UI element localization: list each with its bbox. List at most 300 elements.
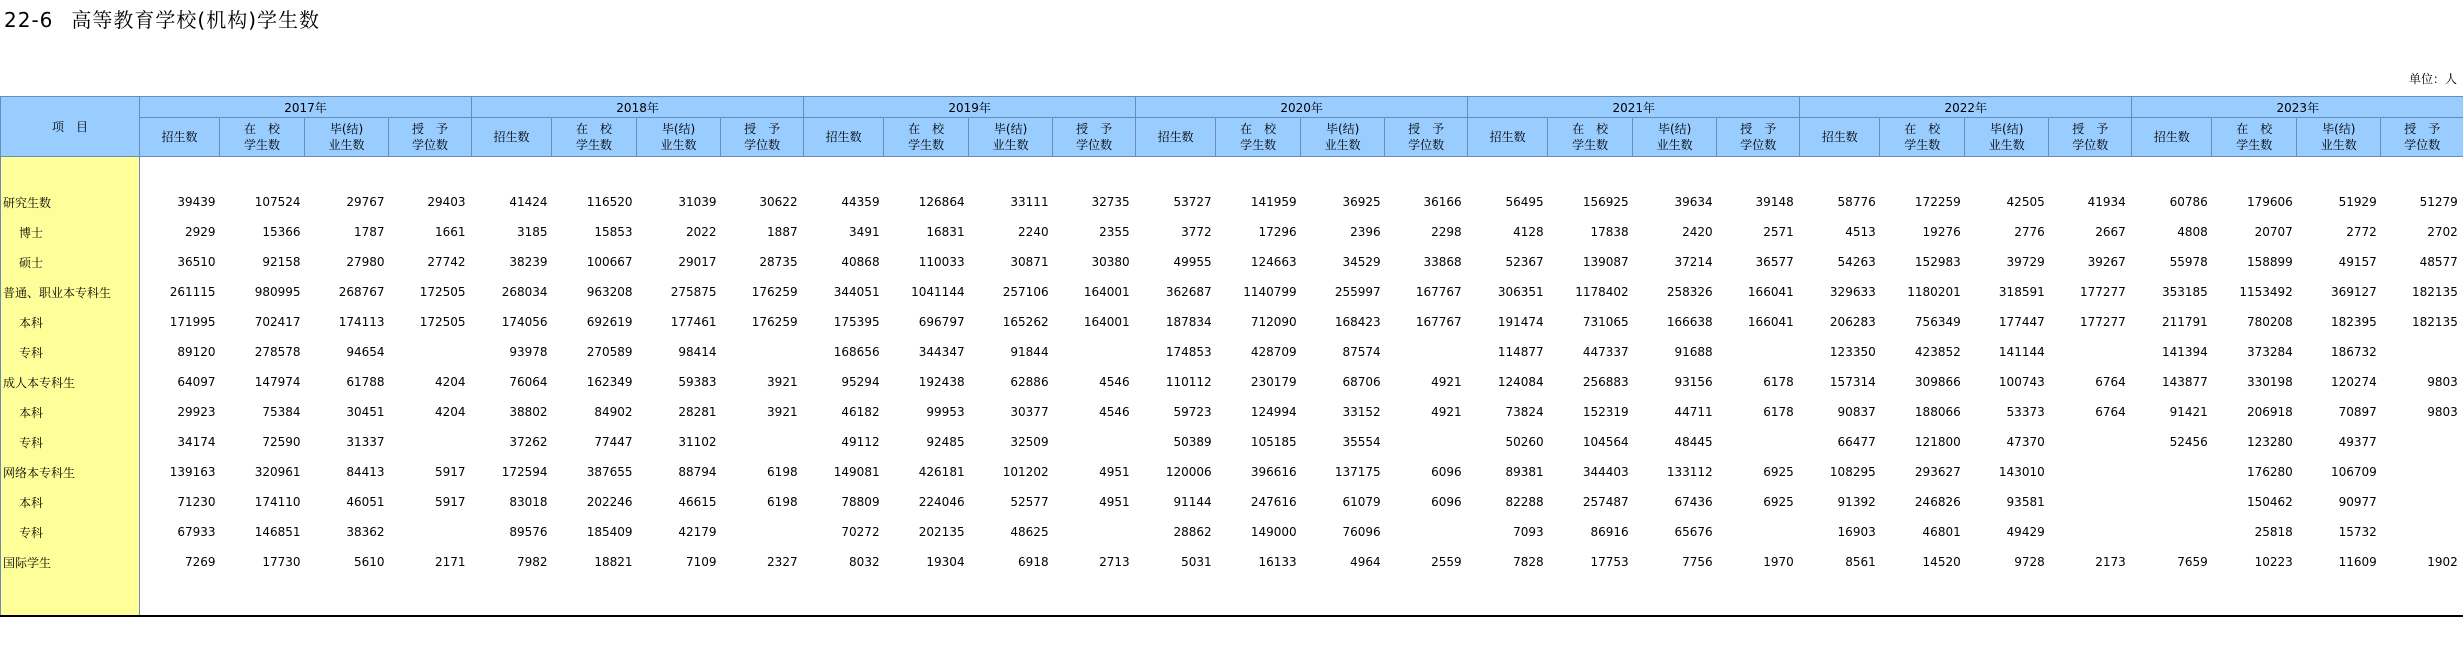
value-cell: 110033 [918, 255, 965, 269]
table-row [1, 247, 2463, 277]
subcolumn-header [2132, 118, 2212, 157]
value-cell: 28735 [759, 255, 798, 269]
value-cell [721, 427, 804, 457]
value-cell: 6198 [767, 495, 798, 509]
empty-cell [305, 577, 389, 616]
table-row [1, 427, 2463, 457]
value-cell: 95294 [841, 375, 880, 389]
value-cell: 4808 [2177, 225, 2208, 239]
subcolumn-header-line: 毕(结) [1990, 122, 2024, 136]
value-cell: 121800 [1914, 435, 1961, 449]
empty-cell [389, 157, 472, 188]
value-cell: 4546 [1099, 405, 1130, 419]
value-cell: 2022 [686, 225, 717, 239]
value-cell: 152319 [1582, 405, 1629, 419]
value-cell: 692619 [586, 315, 633, 329]
value-cell: 2772 [2346, 225, 2377, 239]
value-cell [389, 517, 472, 547]
empty-cell [804, 157, 884, 188]
subcolumn-header [969, 118, 1053, 157]
subcolumn-header-line: 学生数 [1240, 138, 1277, 152]
subcolumn-header [804, 118, 884, 157]
empty-cell [1548, 157, 1633, 188]
value-cell: 30451 [346, 405, 385, 419]
value-cell: 1180201 [1907, 285, 1961, 299]
row-label: 本科 [1, 487, 140, 517]
value-cell: 124084 [1497, 375, 1544, 389]
value-cell: 36577 [1755, 255, 1794, 269]
value-cell: 70272 [841, 525, 880, 539]
value-cell: 14520 [1922, 555, 1961, 569]
value-cell: 59723 [1173, 405, 1212, 419]
value-cell: 318591 [1998, 285, 2045, 299]
row-label: 专科 [1, 427, 140, 457]
value-cell [2381, 457, 2463, 487]
value-cell: 17296 [1258, 225, 1297, 239]
value-cell: 176280 [2246, 465, 2293, 479]
value-cell [1053, 337, 1136, 367]
value-cell: 157314 [1829, 375, 1876, 389]
value-cell: 123350 [1829, 345, 1876, 359]
value-cell: 15732 [2338, 525, 2377, 539]
empty-cell [2212, 577, 2297, 616]
value-cell: 268034 [501, 285, 548, 299]
value-cell: 268767 [338, 285, 385, 299]
empty-cell [2132, 157, 2212, 188]
subcolumn-header-line: 毕(结) [1658, 122, 1692, 136]
value-cell: 46801 [1922, 525, 1961, 539]
value-cell: 2929 [184, 225, 216, 239]
year-header: 2017年 [140, 97, 472, 118]
subcolumn-header [1717, 118, 1800, 157]
value-cell: 41934 [2087, 195, 2126, 209]
value-cell: 2327 [767, 555, 798, 569]
subcolumn-header-line: 毕(结) [329, 122, 364, 136]
unit-label: 单位：人 [2408, 72, 2457, 86]
value-cell: 99953 [926, 405, 965, 419]
value-cell: 330198 [2246, 375, 2293, 389]
subcolumn-header-line: 学位数 [1740, 138, 1777, 152]
value-cell: 387655 [586, 465, 633, 479]
empty-cell [884, 157, 969, 188]
value-cell: 48577 [2419, 255, 2458, 269]
value-cell: 2667 [2095, 225, 2126, 239]
value-cell: 54263 [1837, 255, 1876, 269]
value-cell: 143010 [1998, 465, 2045, 479]
value-cell: 94654 [346, 345, 385, 359]
value-cell: 1041144 [911, 285, 965, 299]
value-cell: 104564 [1582, 435, 1629, 449]
empty-cell [721, 577, 804, 616]
value-cell [1385, 427, 1468, 457]
subcolumn-header-line: 学位数 [1076, 138, 1113, 152]
value-cell [1717, 427, 1800, 457]
empty-cell [140, 157, 220, 188]
value-cell: 152983 [1914, 255, 1961, 269]
subcolumn-header [1965, 118, 2049, 157]
subcolumn-header [220, 118, 305, 157]
value-cell: 143877 [2161, 375, 2208, 389]
subcolumn-header-line: 学生数 [243, 138, 280, 152]
value-cell: 100667 [586, 255, 633, 269]
value-cell: 92485 [926, 435, 965, 449]
value-cell: 174113 [338, 315, 385, 329]
value-cell: 37262 [509, 435, 548, 449]
value-cell: 185409 [586, 525, 633, 539]
value-cell: 67933 [177, 525, 216, 539]
subcolumn-header-line: 在 校 [2236, 122, 2273, 136]
value-cell: 191474 [1497, 315, 1544, 329]
value-cell: 177461 [670, 315, 717, 329]
value-cell: 174110 [254, 495, 301, 509]
value-cell: 168423 [1334, 315, 1381, 329]
value-cell: 139087 [1582, 255, 1629, 269]
value-cell: 76096 [1342, 525, 1381, 539]
subcolumn-header-line: 业生数 [1324, 138, 1361, 152]
value-cell [1053, 517, 1136, 547]
value-cell [2049, 457, 2132, 487]
value-cell: 447337 [1582, 345, 1629, 359]
value-cell: 89120 [177, 345, 216, 359]
empty-cell [1053, 577, 1136, 616]
value-cell: 141394 [2161, 345, 2208, 359]
value-cell [2049, 487, 2132, 517]
value-cell [1717, 517, 1800, 547]
table-row [1, 187, 2463, 217]
value-cell: 174853 [1165, 345, 1212, 359]
value-cell: 58776 [1837, 195, 1876, 209]
value-cell: 38362 [346, 525, 385, 539]
empty-cell [1385, 577, 1468, 616]
value-cell: 52577 [1010, 495, 1049, 509]
value-cell: 48445 [1674, 435, 1713, 449]
value-cell: 78809 [841, 495, 880, 509]
value-cell: 48625 [1010, 525, 1049, 539]
value-cell: 61788 [346, 375, 385, 389]
value-cell: 90977 [2338, 495, 2377, 509]
value-cell: 91144 [1173, 495, 1212, 509]
empty-cell [305, 157, 389, 188]
table-row [1, 517, 2463, 547]
subcolumn-header-line: 招生数 [825, 130, 862, 144]
value-cell: 124994 [1250, 405, 1297, 419]
value-cell [1717, 337, 1800, 367]
subcolumn-header-line: 授 予 [412, 122, 449, 136]
value-cell: 4951 [1099, 495, 1130, 509]
subcolumn-header-line: 学位数 [1408, 138, 1445, 152]
subcolumn-header-line: 授 予 [1076, 122, 1113, 136]
value-cell: 171995 [169, 315, 216, 329]
value-cell: 77447 [594, 435, 633, 449]
value-cell: 19304 [926, 555, 965, 569]
value-cell: 166041 [1747, 285, 1794, 299]
value-cell: 8561 [1845, 555, 1876, 569]
empty-cell [2049, 577, 2132, 616]
value-cell: 139163 [169, 465, 216, 479]
value-cell: 46615 [678, 495, 717, 509]
value-cell: 27742 [427, 255, 466, 269]
value-cell: 9728 [2014, 555, 2045, 569]
value-cell: 32509 [1010, 435, 1049, 449]
value-cell: 9803 [2427, 375, 2458, 389]
value-cell: 120274 [2330, 375, 2377, 389]
empty-cell [552, 577, 637, 616]
value-cell [2381, 427, 2463, 457]
value-cell: 188066 [1914, 405, 1961, 419]
value-cell: 4204 [435, 375, 466, 389]
value-cell: 56495 [1505, 195, 1544, 209]
value-cell: 146851 [254, 525, 301, 539]
table-row [1, 487, 2463, 517]
row-label: 博士 [1, 217, 140, 247]
value-cell: 17730 [262, 555, 301, 569]
value-cell: 3185 [517, 225, 548, 239]
empty-cell [1633, 157, 1717, 188]
value-cell: 172259 [1914, 195, 1961, 209]
value-cell: 91688 [1674, 345, 1713, 359]
year-header: 2021年 [1468, 97, 1800, 118]
value-cell: 28281 [678, 405, 717, 419]
value-cell: 177277 [2079, 315, 2126, 329]
value-cell: 2571 [1763, 225, 1794, 239]
value-cell: 164001 [1083, 285, 1130, 299]
value-cell: 4204 [435, 405, 466, 419]
value-cell: 11609 [2338, 555, 2377, 569]
value-cell: 156925 [1582, 195, 1629, 209]
value-cell: 25818 [2254, 525, 2293, 539]
empty-cell [220, 577, 305, 616]
page-title [4, 4, 320, 33]
value-cell: 72590 [262, 435, 301, 449]
value-cell: 49112 [841, 435, 880, 449]
value-cell: 16831 [926, 225, 965, 239]
value-cell: 2173 [2095, 555, 2126, 569]
value-cell: 206283 [1829, 315, 1876, 329]
value-cell: 32735 [1091, 195, 1130, 209]
value-cell: 396616 [1250, 465, 1297, 479]
value-cell: 62886 [1010, 375, 1049, 389]
subcolumn-header [1800, 118, 1880, 157]
value-cell: 17838 [1590, 225, 1629, 239]
row-label: 专科 [1, 517, 140, 547]
value-cell: 177277 [2079, 285, 2126, 299]
empty-cell [2212, 157, 2297, 188]
value-cell: 39729 [2006, 255, 2045, 269]
empty-cell [1216, 157, 1301, 188]
empty-cell [2381, 577, 2463, 616]
value-cell: 116520 [586, 195, 633, 209]
value-cell: 980995 [254, 285, 301, 299]
value-cell: 309866 [1914, 375, 1961, 389]
value-cell: 150462 [2246, 495, 2293, 509]
empty-cell [2049, 157, 2132, 188]
subcolumn-header-line: 招生数 [1157, 130, 1194, 144]
value-cell: 46182 [841, 405, 880, 419]
row-label: 网络本专科生 [1, 457, 140, 487]
value-cell: 70897 [2338, 405, 2377, 419]
value-cell: 39634 [1674, 195, 1713, 209]
value-cell: 10223 [2254, 555, 2293, 569]
row-label: 国际学生 [1, 547, 140, 577]
value-cell: 177447 [1998, 315, 2045, 329]
empty-cell [1468, 577, 1548, 616]
table-title: 高等教育学校(机构)学生数 [71, 8, 320, 32]
value-cell: 5917 [435, 495, 466, 509]
subcolumn-header-line: 授 予 [2404, 122, 2441, 136]
value-cell [2049, 517, 2132, 547]
subcolumn-header [2381, 118, 2463, 157]
value-cell: 4951 [1099, 465, 1130, 479]
subcolumn-header-line: 在 校 [1240, 122, 1277, 136]
value-cell: 172505 [419, 315, 466, 329]
value-cell: 166041 [1747, 315, 1794, 329]
empty-cell [884, 577, 969, 616]
value-cell: 16903 [1837, 525, 1876, 539]
empty-cell [220, 157, 305, 188]
value-cell: 67436 [1674, 495, 1713, 509]
year-header: 2022年 [1800, 97, 2132, 118]
value-cell: 186732 [2330, 345, 2377, 359]
value-cell: 147974 [254, 375, 301, 389]
value-cell: 731065 [1582, 315, 1629, 329]
value-cell: 211791 [2161, 315, 2208, 329]
year-header: 2018年 [472, 97, 804, 118]
value-cell: 137175 [1334, 465, 1381, 479]
value-cell [389, 337, 472, 367]
value-cell: 133112 [1666, 465, 1713, 479]
value-cell: 34529 [1342, 255, 1381, 269]
value-cell: 44359 [841, 195, 880, 209]
value-cell: 7093 [1513, 525, 1544, 539]
row-label: 普通、职业本专科生 [1, 277, 140, 307]
value-cell: 88794 [678, 465, 717, 479]
value-cell: 6178 [1763, 375, 1794, 389]
value-cell: 123280 [2246, 435, 2293, 449]
value-cell: 39439 [177, 195, 216, 209]
value-cell: 33111 [1010, 195, 1049, 209]
value-cell: 174056 [501, 315, 548, 329]
value-cell: 2420 [1682, 225, 1713, 239]
subcolumn-header [1548, 118, 1633, 157]
subcolumn-header-line: 业生数 [1656, 138, 1693, 152]
value-cell: 76064 [509, 375, 548, 389]
value-cell: 46051 [346, 495, 385, 509]
subcolumn-header-line: 学生数 [2236, 138, 2273, 152]
value-cell: 39267 [2087, 255, 2126, 269]
subcolumn-header [2297, 118, 2381, 157]
value-cell: 4128 [1513, 225, 1544, 239]
value-cell: 27980 [346, 255, 385, 269]
value-cell: 31337 [346, 435, 385, 449]
empty-cell [1717, 577, 1800, 616]
subcolumn-header [637, 118, 721, 157]
year-header: 2023年 [2132, 97, 2463, 118]
value-cell: 257106 [1002, 285, 1049, 299]
label-spacer [1, 157, 140, 188]
item-header: 项 目 [1, 97, 140, 157]
value-cell: 7756 [1682, 555, 1713, 569]
empty-cell [1136, 577, 1216, 616]
value-cell: 158899 [2246, 255, 2293, 269]
empty-cell [1633, 577, 1717, 616]
value-cell: 168656 [833, 345, 880, 359]
value-cell: 353185 [2161, 285, 2208, 299]
value-cell [1053, 427, 1136, 457]
subcolumn-header-line: 授 予 [2072, 122, 2109, 136]
value-cell: 60786 [2169, 195, 2208, 209]
value-cell: 7109 [686, 555, 717, 569]
value-cell: 42505 [2006, 195, 2045, 209]
value-cell: 141144 [1998, 345, 2045, 359]
subcolumn-header-line: 授 予 [1740, 122, 1777, 136]
value-cell: 246826 [1914, 495, 1961, 509]
value-cell: 120006 [1165, 465, 1212, 479]
value-cell: 101202 [1002, 465, 1049, 479]
value-cell: 93156 [1674, 375, 1713, 389]
empty-cell [1385, 157, 1468, 188]
subcolumn-header-line: 学生数 [908, 138, 945, 152]
value-cell: 100743 [1998, 375, 2045, 389]
value-cell: 2171 [435, 555, 466, 569]
value-cell: 206918 [2246, 405, 2293, 419]
value-cell: 149000 [1250, 525, 1297, 539]
value-cell: 4921 [1431, 375, 1462, 389]
value-cell: 73824 [1505, 405, 1544, 419]
value-cell: 6764 [2095, 405, 2126, 419]
value-cell: 278578 [254, 345, 301, 359]
value-cell: 16133 [1258, 555, 1297, 569]
value-cell: 30377 [1010, 405, 1049, 419]
empty-cell [1548, 577, 1633, 616]
value-cell: 373284 [2246, 345, 2293, 359]
table-row [1, 337, 2463, 367]
value-cell: 2776 [2014, 225, 2045, 239]
value-cell: 162349 [586, 375, 633, 389]
value-cell: 105185 [1250, 435, 1297, 449]
value-cell: 1902 [2427, 555, 2458, 569]
table-row [1, 217, 2463, 247]
value-cell: 329633 [1829, 285, 1876, 299]
value-cell: 149081 [833, 465, 880, 479]
subcolumn-header [2212, 118, 2297, 157]
value-cell: 41424 [509, 195, 548, 209]
value-cell: 247616 [1250, 495, 1297, 509]
value-cell: 6925 [1763, 495, 1794, 509]
subcolumn-header [305, 118, 389, 157]
value-cell: 55978 [2169, 255, 2208, 269]
row-label: 本科 [1, 397, 140, 427]
value-cell: 423852 [1914, 345, 1961, 359]
value-cell: 320961 [254, 465, 301, 479]
value-cell: 3921 [767, 405, 798, 419]
empty-cell [1301, 157, 1385, 188]
value-cell: 53373 [2006, 405, 2045, 419]
value-cell: 61079 [1342, 495, 1381, 509]
value-cell: 68706 [1342, 375, 1381, 389]
value-cell: 166638 [1666, 315, 1713, 329]
value-cell: 2298 [1431, 225, 1462, 239]
value-cell: 84413 [346, 465, 385, 479]
value-cell: 270589 [586, 345, 633, 359]
value-cell: 2396 [1350, 225, 1381, 239]
value-cell [2381, 337, 2463, 367]
empty-cell [1965, 577, 2049, 616]
value-cell: 2240 [1018, 225, 1049, 239]
value-cell: 5917 [435, 465, 466, 479]
subcolumn-header-line: 招生数 [161, 130, 198, 144]
value-cell: 4921 [1431, 405, 1462, 419]
empty-cell [1136, 157, 1216, 188]
